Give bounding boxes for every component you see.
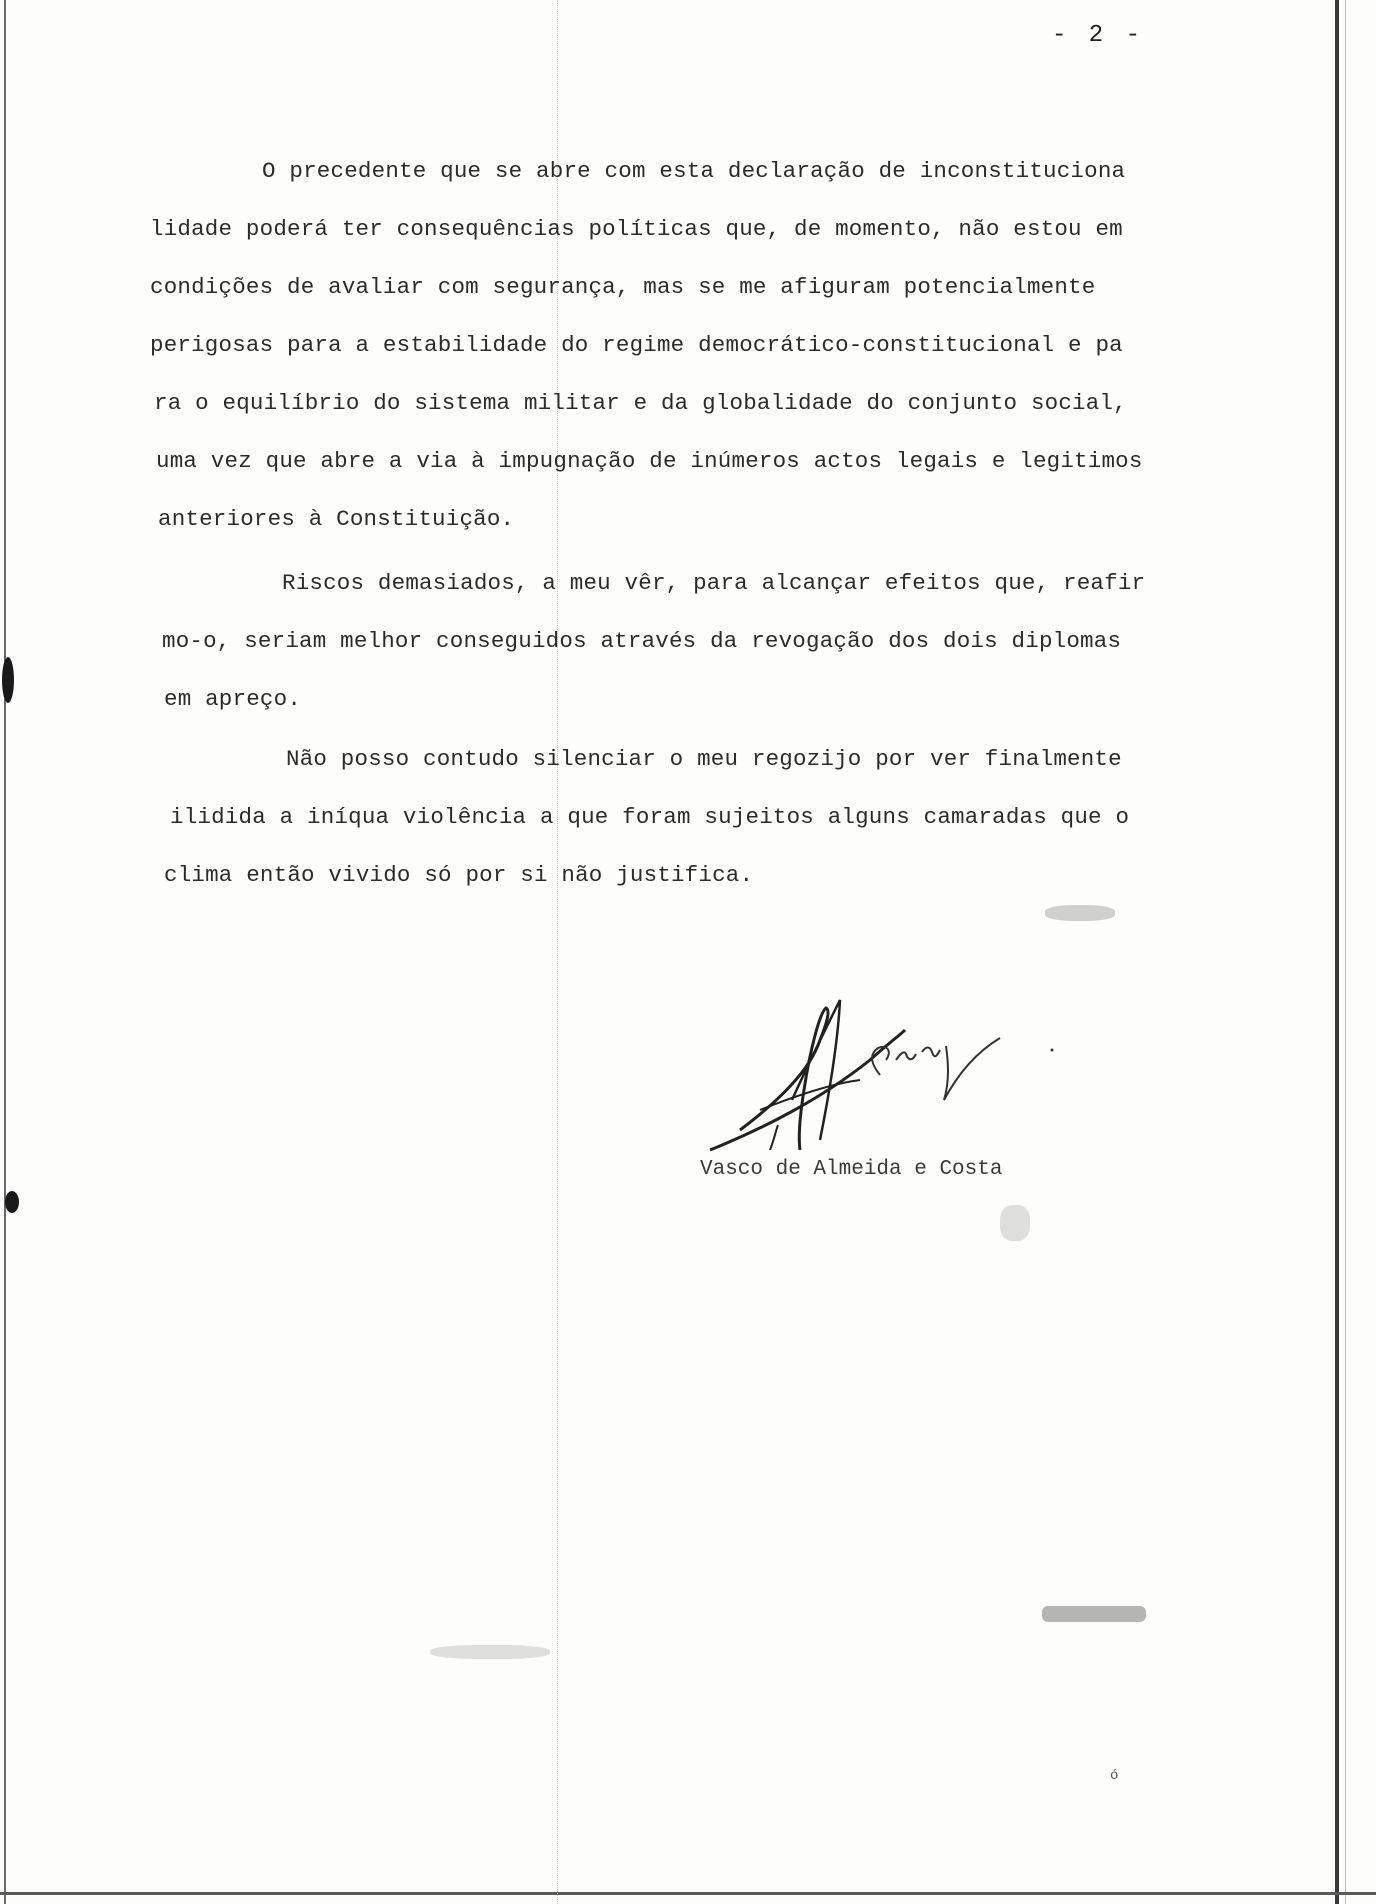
scan-smudge bbox=[430, 1645, 550, 1659]
body-line-3: condições de avaliar com segurança, mas se me afiguram potencialmente bbox=[150, 274, 1096, 300]
body-line-11: Não posso contudo silenciar o meu regozijo por ver finalmente bbox=[286, 746, 1122, 772]
body-line-2: lidade poderá ter consequências políticas que, de momento, não estou em bbox=[150, 216, 1123, 242]
punch-hole-bottom bbox=[5, 1191, 19, 1213]
footer-mark: ó bbox=[1110, 1768, 1119, 1784]
scan-bottom-edge bbox=[0, 1892, 1376, 1895]
scan-smudge bbox=[1000, 1205, 1030, 1241]
scan-smudge bbox=[1045, 905, 1115, 921]
body-line-1: O precedente que se abre com esta declaração de inconstituciona bbox=[262, 158, 1126, 184]
body-line-6: uma vez que abre a via à impugnação de inúmeros actos legais e legitimos bbox=[156, 448, 1143, 474]
scan-right-edge bbox=[1335, 0, 1339, 1904]
body-line-10: em apreço. bbox=[164, 686, 302, 712]
body-line-13: clima então vivido só por si não justifica. bbox=[164, 862, 754, 888]
body-line-4: perigosas para a estabilidade do regime democrático-constitucional e pa bbox=[150, 332, 1123, 358]
scan-left-edge bbox=[4, 0, 6, 1904]
page-number: - 2 - bbox=[1052, 22, 1145, 49]
scan-right-edge-thin bbox=[1345, 0, 1346, 1904]
faint-stamp-mark bbox=[1040, 1600, 1150, 1626]
punch-hole-top bbox=[2, 657, 14, 703]
body-line-9: mo-o, seriam melhor conseguidos através da revogação dos dois diplomas bbox=[162, 628, 1122, 654]
handwritten-signature bbox=[700, 980, 1060, 1160]
body-line-5: ra o equilíbrio do sistema militar e da globalidade do conjunto social, bbox=[154, 390, 1127, 416]
signer-name: Vasco de Almeida e Costa bbox=[700, 1158, 1003, 1181]
body-line-8: Riscos demasiados, a meu vêr, para alcançar efeitos que, reafir bbox=[282, 570, 1146, 596]
body-line-12: ilidida a iníqua violência a que foram sujeitos alguns camaradas que o bbox=[170, 804, 1130, 830]
body-line-7: anteriores à Constituição. bbox=[158, 506, 515, 532]
